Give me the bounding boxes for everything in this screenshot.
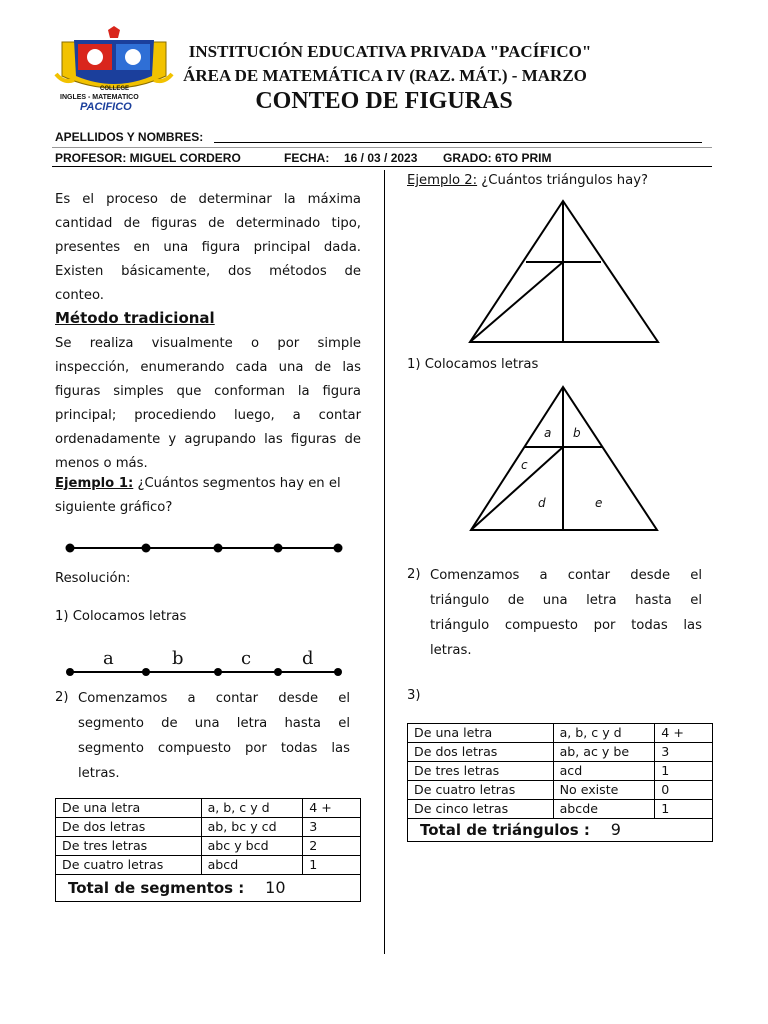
table-row [408,743,713,762]
table-row [56,837,361,856]
triangle-letter-a: a [544,426,552,440]
intro-line: Existen básicamente, dos métodos de [55,264,361,279]
example1-question [55,476,361,491]
step2-line: segmento de una letra hasta el [78,716,350,731]
step2-line: letras. [78,766,120,781]
table-cell: a, b, c y d [553,724,655,743]
logo-text-college: COLLEGE [100,86,130,92]
table-row [408,724,713,743]
table-cell: De una letra [56,799,202,818]
table-cell: a, b, c y d [201,799,303,818]
table-cell: acd [553,762,655,781]
info-divider-top [52,147,712,148]
segment-letter-b: b [172,648,184,669]
step2-line: triángulo compuesto por todas las [430,618,702,633]
teacher-label: PROFESOR: MIGUEL CORDERO [55,151,241,165]
example1-label: Ejemplo 1: [55,476,134,491]
column-divider [384,170,385,954]
example1-question-cont: siguiente gráfico? [55,500,173,515]
table-cell: De dos letras [56,818,202,837]
table-cell: 3 [655,743,713,762]
table-cell: 1 [655,762,713,781]
institution-title: INSTITUCIÓN EDUCATIVA PRIVADA "PACÍFICO" [188,42,592,61]
table-row [56,818,361,837]
table-cell: De cuatro letras [56,856,202,875]
table-row [56,799,361,818]
table-cell: 3 [303,818,361,837]
table-cell: abc y bcd [201,837,303,856]
lettered-triangle-figure [466,384,662,534]
resolution-label: Resolución: [55,571,131,586]
table-row [56,856,361,875]
segment-letter-c: c [241,648,252,669]
example2-question [407,173,648,188]
table-total-row [56,875,361,902]
area-title: ÁREA DE MATEMÁTICA IV (RAZ. MÁT.) - MARZO [183,66,587,85]
table-cell: 2 [303,837,361,856]
table-cell: De tres letras [408,762,554,781]
table-cell: 4 + [655,724,713,743]
info-divider-bottom [52,166,712,167]
total-label: Total de segmentos : [68,879,245,897]
triangle-letter-e: e [595,496,603,510]
names-underline [214,142,702,143]
example1-question-text: ¿Cuántos segmentos hay en el [133,476,341,491]
table-cell: ab, bc y cd [201,818,303,837]
step2-line: triángulo de una letra hasta el [430,593,702,608]
logo-text-subtitle: INGLES - MATEMATICO [60,94,139,101]
intro-line: cantidad de figuras de determinado tipo, [55,216,361,231]
triangles-table [407,723,713,842]
example2-label: Ejemplo 2: [407,173,478,188]
table-cell: 4 + [303,799,361,818]
method-line: principal; procediendo luego, a contar [55,408,361,423]
logo-text-name: PACIFICO [80,101,132,113]
table-cell: De cinco letras [408,800,554,819]
left-step2-paragraph [78,686,350,786]
triangle-letter-b: b [573,426,581,440]
table-cell: 1 [303,856,361,875]
grade-label: GRADO: 6TO PRIM [443,151,552,165]
example2-question-text: ¿Cuántos triángulos hay? [477,173,649,188]
intro-line: presentes en una figura principal dada. [55,240,361,255]
table-cell: 1 [655,800,713,819]
triangle-letter-c: c [521,458,528,472]
segments-table [55,798,361,902]
total-segments [56,875,361,902]
method-line: ordenadamente y agrupando las figuras de [55,432,361,447]
intro-line: conteo. [55,288,104,303]
table-cell: De cuatro letras [408,781,554,800]
date-label: FECHA: [284,151,330,165]
intro-line: Es el proceso de determinar la máxima [55,192,361,207]
triangle-letter-d: d [538,496,546,510]
table-cell: De dos letras [408,743,554,762]
right-step3: 3) [407,688,421,703]
date-value: 16 / 03 / 2023 [344,151,418,165]
right-step2-number: 2) [407,567,421,582]
left-step2-number: 2) [55,690,69,705]
right-step2-paragraph [430,563,702,663]
table-row [408,781,713,800]
page-title: CONTEO DE FIGURAS [255,88,513,114]
table-row [408,762,713,781]
step2-line: letras. [430,643,472,658]
total-label: Total de triángulos : [420,821,590,839]
table-cell: abcd [201,856,303,875]
total-triangles [408,819,713,842]
table-cell: De tres letras [56,837,202,856]
method-line: figuras simples que conforman la figura [55,384,361,399]
intro-paragraph [55,188,361,308]
step2-line: Comenzamos a contar desde el [78,691,350,706]
table-cell: ab, ac y be [553,743,655,762]
names-label: APELLIDOS Y NOMBRES: [55,130,204,144]
method-paragraph [55,332,361,476]
segment-letter-d: d [302,648,314,669]
left-step1: 1) Colocamos letras [55,609,187,624]
step2-line: segmento compuesto por todas las [78,741,350,756]
table-cell: De una letra [408,724,554,743]
method-title: Método tradicional [55,309,215,327]
triangle-figure [466,196,662,346]
step2-line: Comenzamos a contar desde el [430,568,702,583]
table-cell: 0 [655,781,713,800]
table-cell: abcde [553,800,655,819]
method-line: Se realiza visualmente o por simple [55,336,361,351]
method-line: menos o más. [55,456,148,471]
table-cell: No existe [553,781,655,800]
total-value: 9 [610,820,621,839]
right-step1: 1) Colocamos letras [407,357,539,372]
total-value: 10 [265,878,286,897]
table-total-row [408,819,713,842]
table-row [408,800,713,819]
method-line: inspección, enumerando cada una de las [55,360,361,375]
segment-letter-a: a [103,648,114,669]
segment-figure [64,538,346,558]
